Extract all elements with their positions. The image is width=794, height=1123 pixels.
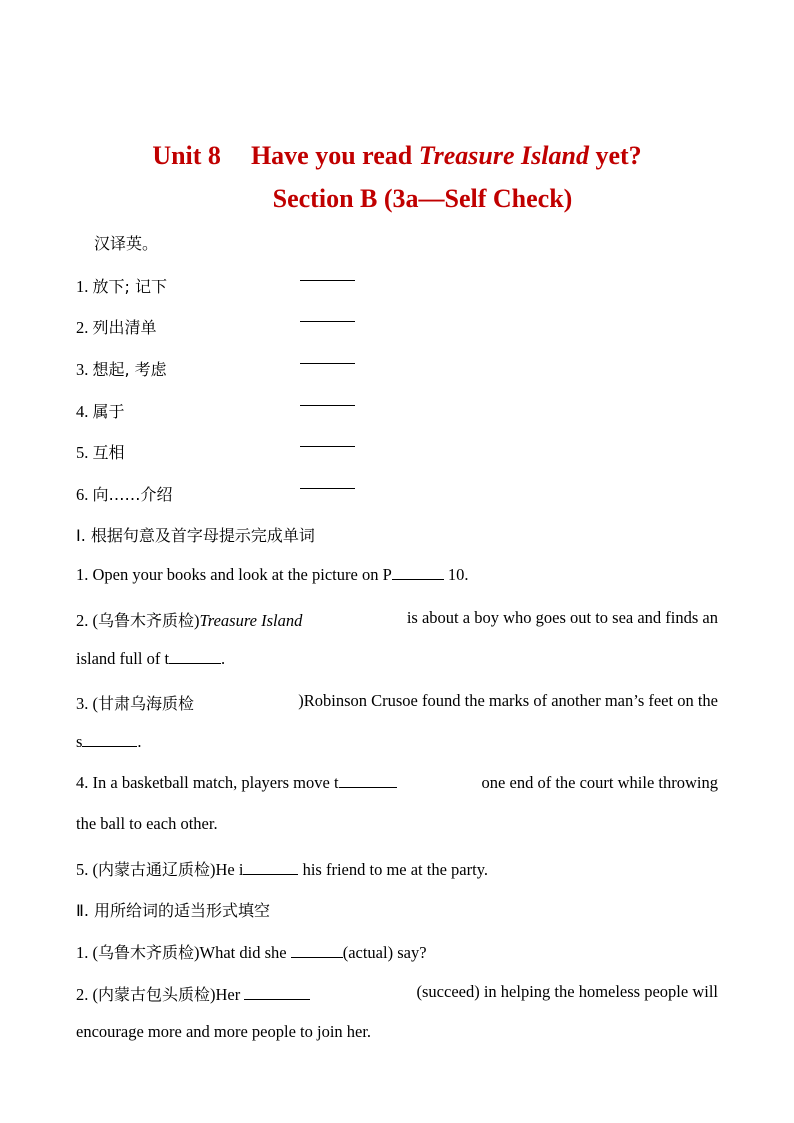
answer-blank[interactable]: [169, 649, 221, 664]
list-item: 4. 属于: [76, 402, 125, 421]
answer-blank[interactable]: [300, 320, 355, 322]
title-question-pre: Have you read: [250, 141, 419, 170]
question-2-line2: island full of t .: [76, 649, 226, 668]
part0-heading: 汉译英。: [94, 234, 159, 253]
list-item: 2. 列出清单: [76, 318, 157, 337]
part2-heading: Ⅱ. 用所给词的适当形式填空: [76, 901, 271, 920]
question-4: 4. In a basketball match, players move t one end of the court while throwing: [76, 773, 718, 792]
answer-blank[interactable]: [243, 860, 298, 875]
question-2-2-line2: encourage more and more people to join her.: [76, 1022, 372, 1041]
title-question-post: yet?: [588, 141, 642, 170]
answer-blank[interactable]: [300, 445, 355, 447]
answer-blank[interactable]: [300, 362, 355, 364]
part1-heading: Ⅰ. 根据句意及首字母提示完成单词: [76, 526, 315, 545]
list-item: 6. 向……介绍: [76, 485, 173, 504]
question-3-line2: s .: [76, 732, 142, 751]
section-title: Section B (3a—Self Check): [272, 184, 573, 213]
answer-blank[interactable]: [300, 279, 355, 281]
answer-blank[interactable]: [244, 985, 310, 1000]
answer-blank[interactable]: [392, 565, 444, 580]
answer-blank[interactable]: [300, 487, 355, 489]
answer-blank[interactable]: [300, 404, 355, 406]
answer-blank[interactable]: [291, 943, 343, 958]
question-1: 1. Open your books and look at the picture on P 10.: [76, 565, 469, 584]
unit-number: Unit 8: [152, 141, 221, 170]
title-book-name: Treasure Island: [418, 141, 589, 170]
list-item: 1. 放下; 记下: [76, 277, 167, 296]
question-2: 2. (乌鲁木齐质检)Treasure Island is about a boy who goes out to sea and finds an: [76, 608, 718, 630]
question-5: 5. (内蒙古通辽质检)He i his friend to me at the party.: [76, 860, 489, 879]
question-4-line2: the ball to each other.: [76, 814, 218, 833]
question-3: 3. (甘肃乌海质检 )Robinson Crusoe found the marks of another man’s feet on the: [76, 691, 718, 713]
answer-blank[interactable]: [339, 773, 397, 788]
question-2-1: 1. (乌鲁木齐质检)What did she (actual) say?: [76, 943, 427, 962]
list-item: 3. 想起, 考虑: [76, 360, 167, 379]
answer-blank[interactable]: [82, 732, 137, 747]
list-item: 5. 互相: [76, 443, 125, 462]
question-2-2: 2. (内蒙古包头质检)Her (succeed) in helping the homeless people will: [76, 982, 718, 1004]
unit-title: [0, 141, 794, 171]
